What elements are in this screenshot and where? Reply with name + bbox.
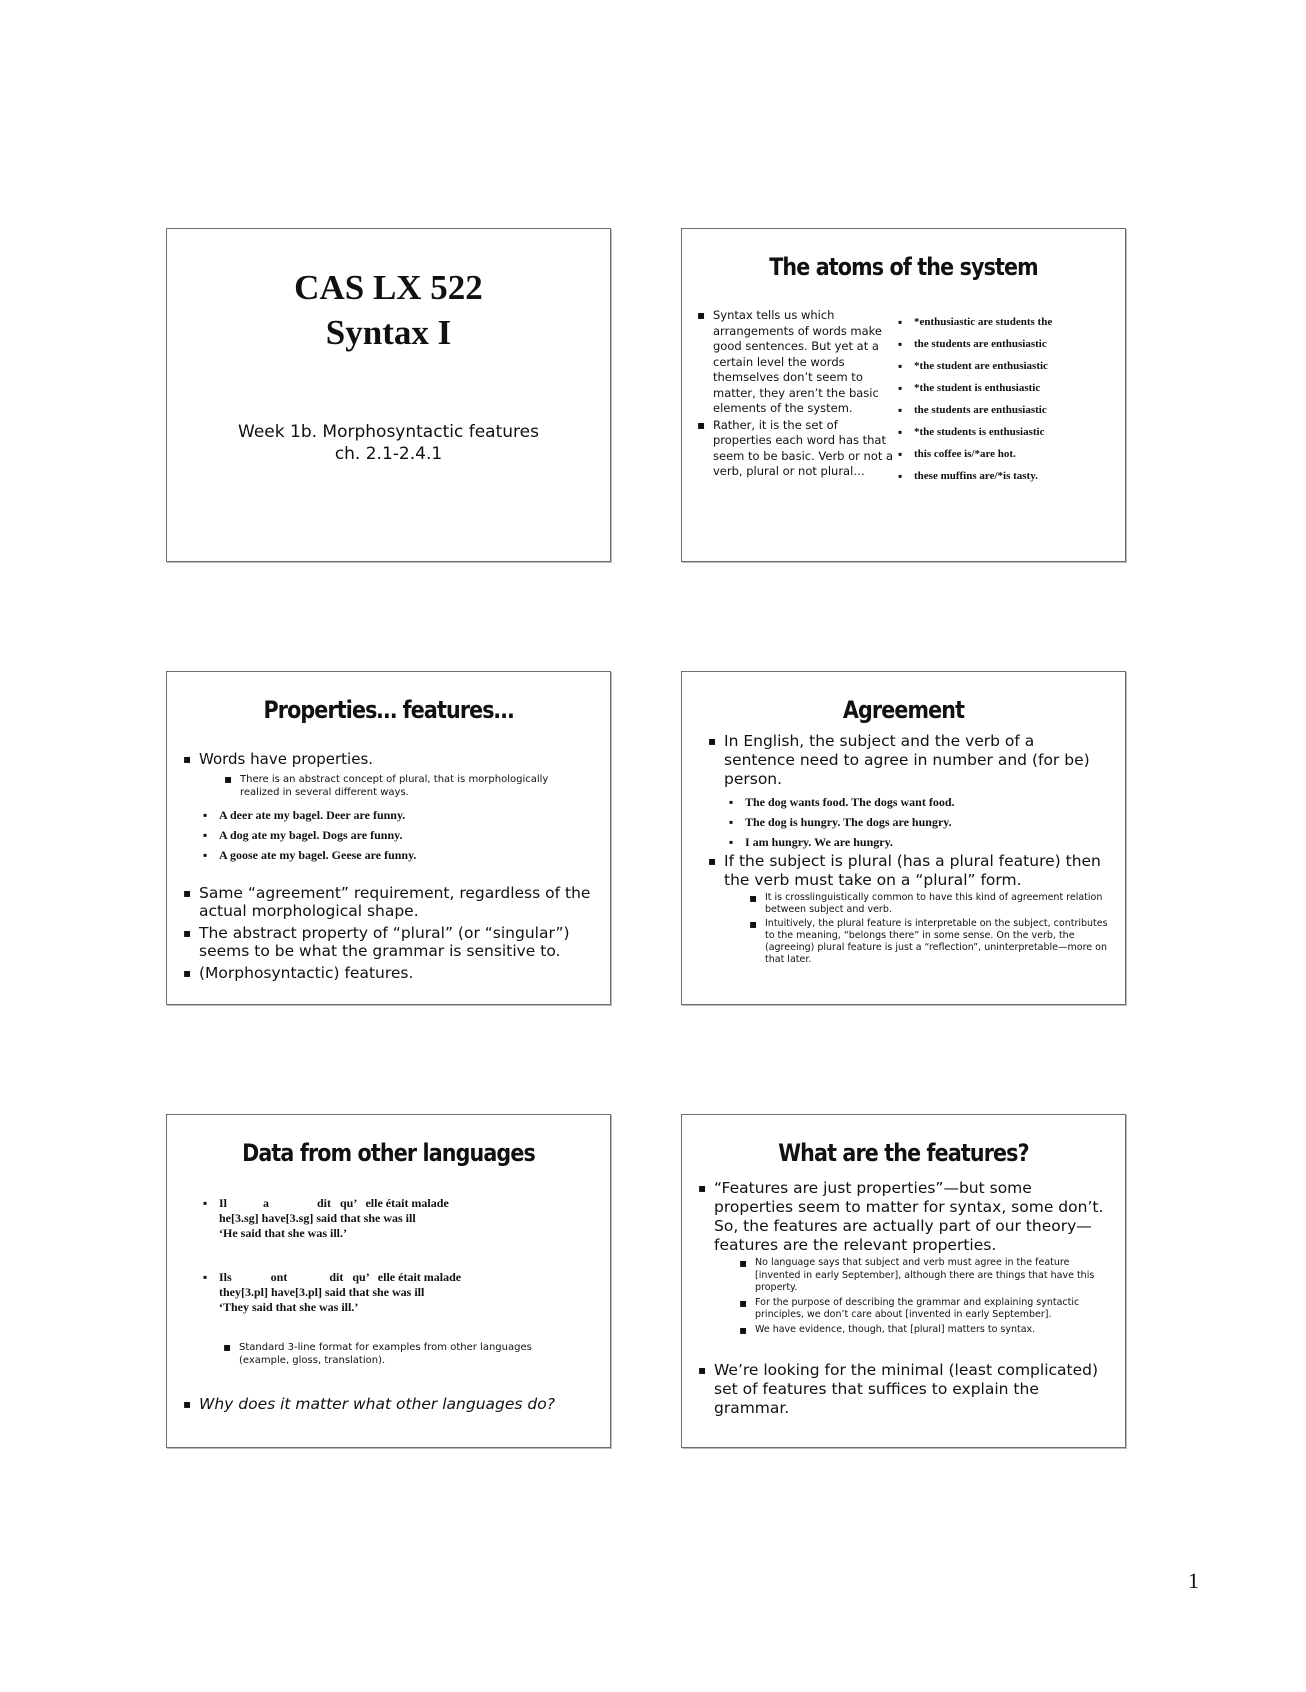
format-note: ▪ Standard 3-line format for examples from other languages (example, gloss, translation). <box>239 1341 579 1367</box>
slide-title-text: The atoms of the system <box>769 253 1038 281</box>
example: ▪ A dog ate my bagel. Dogs are funny. <box>219 825 599 845</box>
example: ▪ *the students is enthusiastic <box>914 421 1124 443</box>
bullet-marker: ▪ <box>203 1196 208 1210</box>
bullet-1: ▪ In English, the subject and the verb of a sentence need to agree in number and (for be) person. <box>724 732 1109 789</box>
bullet-1: ▪ “Features are just properties”—but some properties seem to matter for syntax, some don’t. So, the features are actually part of our theory—features are the relevant properties. <box>714 1179 1114 1255</box>
page-number: 1 <box>1188 1568 1199 1593</box>
example: ▪ *the student is enthusiastic <box>914 377 1124 399</box>
slide-title-text: Agreement <box>842 696 965 724</box>
bullet-marker: ▪ <box>203 1270 208 1284</box>
slide-title-text: Data from other languages <box>242 1139 535 1167</box>
example: ▪ this coffee is/*are hot. <box>914 443 1124 465</box>
slide-properties <box>166 671 611 1005</box>
sub-bullets <box>755 1257 1110 1336</box>
bullet: ▪ Rather, it is the set of properties each word has that seem to be basic. Verb or not a verb, plural or not plural… <box>713 418 895 480</box>
example: ▪ *enthusiastic are students the <box>914 311 1124 333</box>
sub-bullet: ▪ For the purpose of describing the grammar and explaining syntactic principles, we don’t care about [invented in early September]. <box>755 1297 1110 1322</box>
slide-atoms <box>681 228 1126 562</box>
bullets-lower <box>199 884 599 982</box>
sub-bullets <box>765 892 1110 966</box>
example: ▪ these muffins are/*is tasty. <box>914 465 1124 487</box>
sub-bullet: ▪ It is crosslinguistically common to have this kind of agreement relation between subject and verb. <box>765 892 1110 916</box>
example-french-2: ▪ Ils ont dit qu’ elle était malade they[3.pl] have[3.pl] said that she was ill ‘They said that she was ill.’ <box>203 1270 462 1314</box>
slide-other-languages <box>166 1114 611 1448</box>
example: ▪ A goose ate my bagel. Geese are funny. <box>219 845 599 865</box>
slide-title-text: Properties… features… <box>263 696 514 724</box>
slide-what-features <box>681 1114 1126 1448</box>
sub-bullet: ▪ We have evidence, though, that [plural] matters to syntax. <box>755 1324 1110 1337</box>
bullet: ▪ The abstract property of “plural” (or “singular”) seems to be what the grammar is sensitive to. <box>199 924 599 960</box>
example: ▪ *the student are enthusiastic <box>914 355 1124 377</box>
left-bullets <box>713 308 895 480</box>
bullets <box>199 750 599 769</box>
question: ▪ Why does it matter what other languages do? <box>199 1395 599 1414</box>
bullet: ▪ Same “agreement” requirement, regardless of the actual morphological shape. <box>199 884 599 920</box>
slide-agreement <box>681 671 1126 1005</box>
bullet: ▪ (Morphosyntactic) features. <box>199 964 599 982</box>
examples <box>219 805 599 865</box>
sub-bullet: ▪ No language says that subject and verb must agree in the feature [invented in early September], although there are things that have this property. <box>755 1257 1110 1295</box>
bullet-2: ▪ If the subject is plural (has a plural feature) then the verb must take on a “plural” form. <box>724 852 1109 890</box>
bullet-2: ▪ We’re looking for the minimal (least complicated) set of features that suffices to explain the grammar. <box>714 1361 1114 1418</box>
example: ▪ the students are enthusiastic <box>914 333 1124 355</box>
course-subtitle: Week 1b. Morphosyntactic features ch. 2.1-2.4.1 <box>238 422 539 464</box>
bullet: ▪ Words have properties. <box>199 750 599 769</box>
example: ▪ The dog is hungry. The dogs are hungry. <box>745 812 1115 832</box>
example: ▪ A deer ate my bagel. Deer are funny. <box>219 805 599 825</box>
slide-title-text: What are the features? <box>778 1139 1029 1167</box>
examples <box>745 792 1115 852</box>
sub-bullet: ▪ Intuitively, the plural feature is interpretable on the subject, contributes to the meaning, “belongs there” in some sense. On the verb, the (agreeing) plural feature is just a “reflection”, uninterpretable—more on that later. <box>765 918 1110 966</box>
example: ▪ The dog wants food. The dogs want food. <box>745 792 1115 812</box>
sub-bullet: ▪ There is an abstract concept of plural, that is morphologically realized in several different ways. <box>240 773 580 799</box>
example: ▪ I am hungry. We are hungry. <box>745 832 1115 852</box>
example-french-1: ▪ Il a dit qu’ elle était malade he[3.sg] have[3.sg] said that she was ill ‘He said that she was ill.’ <box>203 1196 449 1240</box>
example: ▪ the students are enthusiastic <box>914 399 1124 421</box>
slide-title <box>166 228 611 562</box>
bullet: ▪ Syntax tells us which arrangements of words make good sentences. But yet at a certain level the words themselves don’t seem to matter, they aren’t the basic elements of the system. <box>713 308 895 417</box>
course-title: CAS LX 522 Syntax I <box>294 268 483 352</box>
right-examples <box>914 311 1124 487</box>
